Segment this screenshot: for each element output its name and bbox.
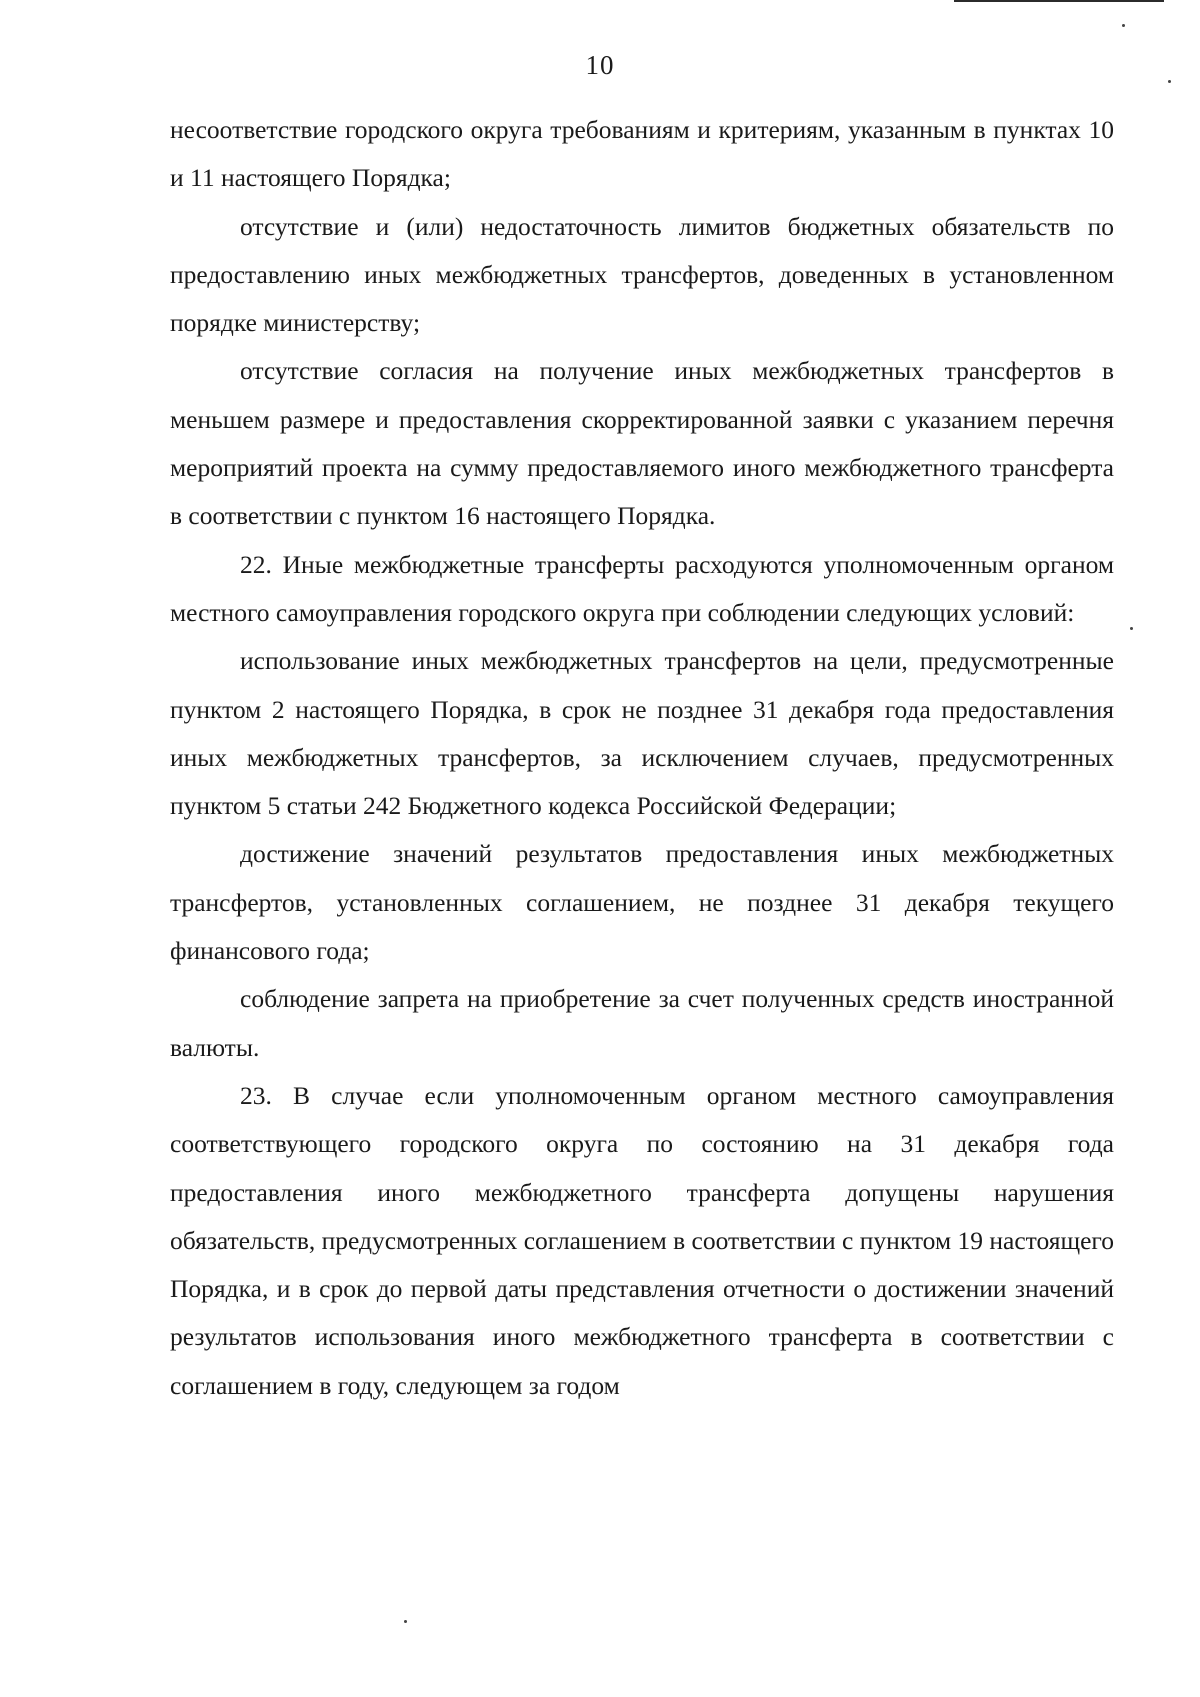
paragraph-6: достижение значений результатов предоставления иных межбюджетных трансфертов, установленных соглашением, не позднее 31 декабря текущего финансового года; [170,839,1114,966]
paragraph-5: использование иных межбюджетных трансфертов на цели, предусмотренные пунктом 2 настоящего Порядка, в срок не позднее 31 декабря года предоставления иных межбюджетных трансфертов, за исключением случаев, предусмотренных пунктом 5 статьи 242 Бюджетного кодекса Российской Федерации; [170,646,1114,821]
page-number: 10 [585,50,615,80]
paragraph-2: отсутствие и (или) недостаточность лимитов бюджетных обязательств по предоставлению иных межбюджетных трансфертов, доведенных в установленном порядке министерству; [170,211,1114,338]
scan-speck [1168,80,1171,83]
paragraph-4: 22. Иные межбюджетные трансферты расходуются уполномоченным органом местного самоуправления городского округа при соблюдении следующих условий: [170,549,1114,627]
scan-speck [404,1620,407,1623]
paragraph-8: 23. В случае если уполномоченным органом местного самоуправления соответствующего городского округа по состоянию на 31 декабря года предоставления иного межбюджетного трансферта допущены нарушения обязательств, предусмотренных соглашением в соответствии с пунктом 19 настоящего Порядка, и в срок до первой даты представления отчетности о достижении значений результатов использования иного межбюджетного трансферта в соответствии с соглашением в году, следующем за годом [170,1080,1114,1400]
paragraph-3: отсутствие согласия на получение иных межбюджетных трансфертов в меньшем размере и предоставления скорректированной заявки с указанием перечня мероприятий проекта на сумму предоставляемого иного межбюджетного трансферта в соответствии с пунктом 16 настоящего Порядка. [170,356,1114,531]
paragraph-1: несоответствие городского округа требованиям и критериям, указанным в пунктах 10 и 11 настоящего Порядка; [170,115,1114,193]
scan-speck [1130,627,1133,630]
scan-edge-mark [954,0,1164,2]
scan-speck [1122,24,1125,27]
paragraph-7: соблюдение запрета на приобретение за счет полученных средств иностранной валюты. [170,984,1114,1062]
document-body [170,106,1114,1410]
